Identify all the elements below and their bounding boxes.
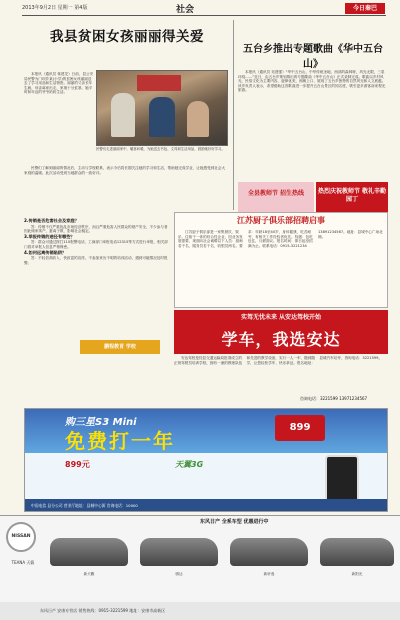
photo-poster: [137, 75, 181, 91]
main-article-text-continued: 民警们了解到丽丽的情况后，主动与学校联系，表示今后将长期关注她的学习和生活，帮助她完成学业，让她感受到社会大家庭的温暖。此次活动受到当地群众的一致好评。: [24, 166, 226, 175]
driving-school-text: 安达驾校是经县交通运输局批准成立的正规驾驶员培训学校，拥有一流的教练队伍和先进的教学设备，实行一人一车、随到随学，让您轻松学车、快乐拿证。报名地址：县城汽车站旁，咨询电话：3221599。: [174, 356, 383, 365]
header-divider: [22, 15, 386, 16]
nissan-logo: NISSAN: [6, 522, 36, 552]
phone-ad-slogan: 免费打一年: [65, 429, 175, 453]
phone-ad-headline: 购三星S3 Mini: [65, 417, 137, 428]
recruitment-text: 江苏厨子俱乐部是一家集餐饮、娱乐、住宿于一体的综合性企业，因业务发展需要，现面向社会诚聘以下人员：厨师若干名、服务员若干名、收银员两名。要求：年龄18至40岁，身体健康，吃苦耐劳，有相关工作经验者优先。待遇：包吃包住，月薪面议。报名时间：即日起至招满为止。联系电话：0915-3221234 13891234567。地址：县城中心广场北侧。: [178, 230, 383, 248]
main-article-text: 本报讯（通讯员 蒋建龙）日前，县公安局民警为门坝乡某(小学)的贫困女孩丽丽送去了学习用品和生活物资。丽丽的父亲长年生病，母亲离家出走，家境十分贫寒，她平时和年迈的爷爷奶奶生活。: [24, 72, 94, 95]
car-image: [140, 538, 218, 566]
telecom-phone-ad: [24, 408, 388, 512]
driving-school-phone: 咨询电话：3221599 13971234567: [300, 396, 368, 401]
school-ad-banner: 鹏程教育 学校: [80, 340, 160, 354]
photo-figure: [149, 97, 175, 137]
anti-pyramid-qa: [24, 218, 170, 348]
photo-figure: [187, 101, 209, 137]
car-model-label: 新轩逸: [263, 572, 275, 576]
photo-caption: 民警们走进丽丽家中，嘘寒问暖，为她送去书包、文具和生活用品，鼓励她好好学习。: [96, 147, 225, 151]
qa-heading: 2.传销是否危害社会及家庭？: [24, 218, 79, 223]
qa-answer: 答：群众可通过拨打110报警电话、工商部门举报电话12315等方式进行举报，相关部门将对举报人信息严格保密。: [24, 240, 168, 249]
main-headline: 我县贫困女孩丽丽得关爱: [50, 29, 204, 45]
nissan-dealer-footer: 东风日产 安康专营店 销售热线：0915-3221599 地址：安康市高新区: [0, 602, 400, 620]
phone-price-badge: 899: [275, 415, 325, 441]
main-article-photo: [96, 70, 228, 146]
qa-answer: 答：传销不仅严重扰乱市场经济秩序，而且严重危害人民群众的财产安全，不少参与者因此倾家荡产，妻离子散，影响社会稳定。: [24, 224, 168, 234]
qa-heading: 4.如何远离传销陷阱？: [24, 249, 67, 255]
car-image: [50, 538, 128, 566]
section-title: 社会: [176, 5, 195, 15]
nissan-featured-model: TEANA 天籁: [11, 560, 35, 565]
header-date-edition: 2013年9月2日 星期一 第4版: [22, 5, 88, 11]
driving-school-slogan: 实驾无忧未来 从安达驾校开始: [240, 314, 322, 321]
recruitment-title: 江苏厨子俱乐部招聘启事: [237, 216, 325, 225]
photo-figure: [111, 93, 135, 137]
phone-price-label: 899元: [65, 460, 90, 469]
car-model-label: 骐达: [175, 572, 183, 576]
right-headline: 五台乡推出专题歌曲《华中五台山》: [243, 44, 383, 70]
driving-school-headline: 学车，我选安达: [221, 330, 341, 349]
column-divider: [233, 20, 234, 210]
car-model-label: 新阳光: [351, 572, 363, 576]
telecom-brand: 天翼3G: [175, 460, 204, 469]
newspaper-logo: 今日秦巴: [345, 3, 385, 14]
phone-ad-footer: 中国电信 县分公司 营业厅地址：县城中心街 咨询电话：10000: [25, 499, 388, 512]
car-image: [320, 538, 394, 566]
teachers-day-ad-red: 热烈庆祝教师节 敬礼辛勤园丁: [316, 182, 388, 212]
car-model-label: 新天籁: [83, 572, 95, 576]
teachers-day-ad-pink: 全县教师节 招生热线: [238, 182, 314, 212]
nissan-ad-title: 东风日产 全系车型 优惠进行中: [200, 519, 269, 525]
qa-answer: 答：不轻信高收入、快致富的宣传，不参加来历不明的培训活动，遇到可疑情况及时报警。: [24, 256, 168, 265]
car-image: [230, 538, 308, 566]
qa-heading: 3.举报传销的途径有哪些？: [24, 233, 75, 239]
right-article-text: 本报讯（通讯员 吴建强）“华中五台山，中华传统圣地，西部的森林呀，风光无限，三星环绕……”近日，由五台乡策划推出的专题歌曲《华中五台山》正式录制完成。歌曲以乡村风光、民俗文化为主要内容，旋律优美，朗朗上口，展现了五台乡独特的自然风光和人文底蕴。该乡负责人表示，希望借助这首歌曲进一步提升五台山景区的知名度，吸引更多游客前来观光旅游。: [238, 70, 386, 93]
